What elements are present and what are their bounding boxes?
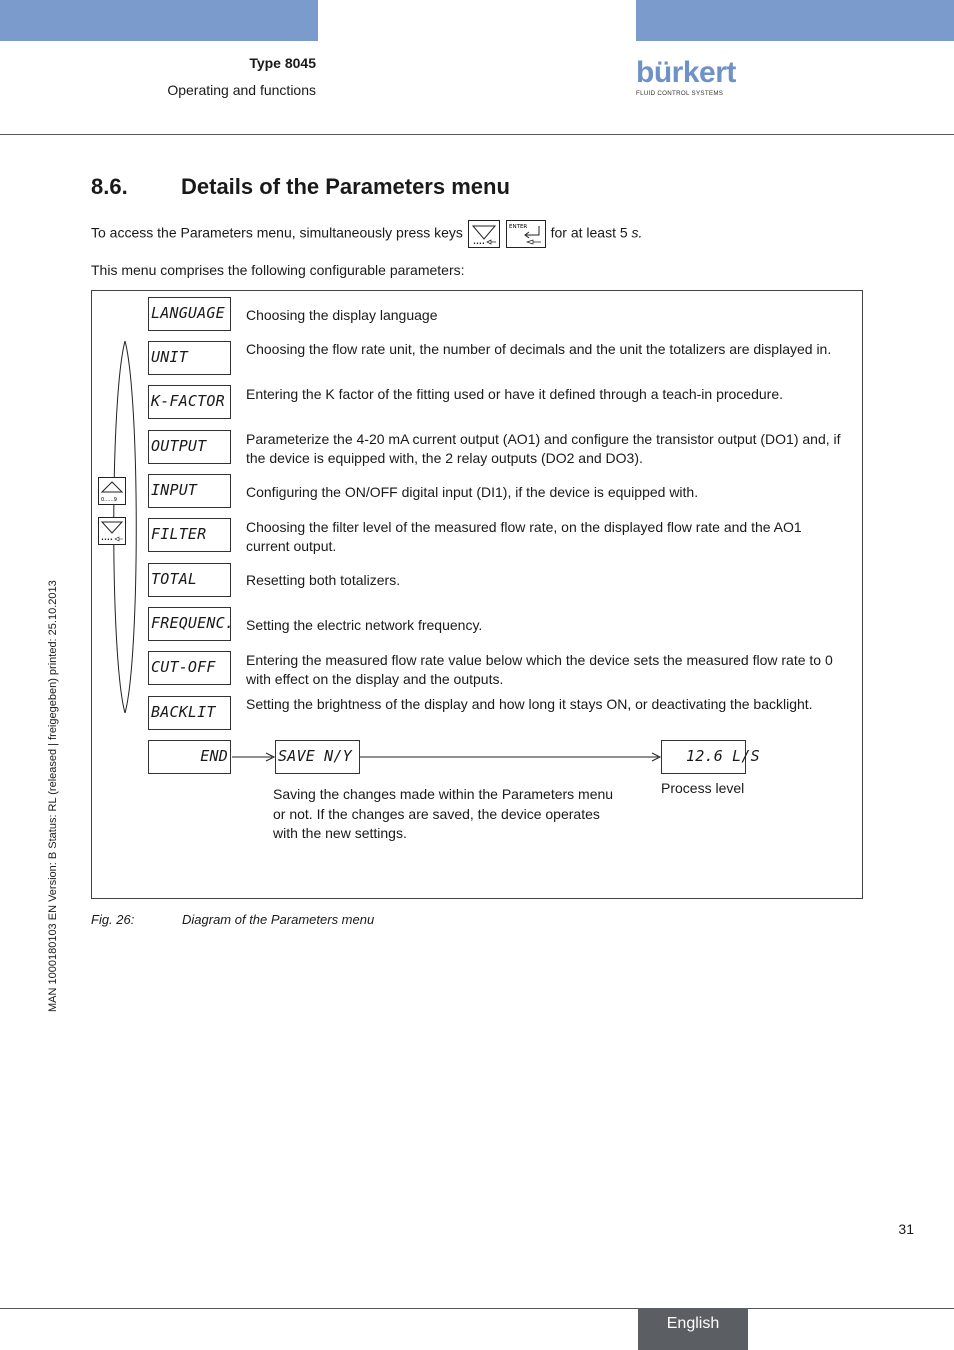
display-unit: UNIT bbox=[148, 341, 231, 375]
intro-line-1 bbox=[91, 220, 642, 248]
display-frequenc: FREQUENC. bbox=[148, 607, 231, 641]
display-end: END bbox=[148, 740, 231, 774]
description-language: Choosing the display language bbox=[246, 307, 438, 323]
intro-unit: s. bbox=[631, 224, 643, 241]
figure-label: Fig. 26: bbox=[91, 912, 135, 927]
section-number: 8.6. bbox=[91, 174, 128, 199]
display-total: TOTAL bbox=[148, 563, 231, 597]
display-save: SAVE N/Y bbox=[275, 740, 360, 774]
description-total: Resetting both totalizers. bbox=[246, 572, 401, 588]
display-process-level: 12.6 L/S bbox=[661, 740, 746, 774]
description-backlit: Setting the brightness of the display and how long it stays ON, or deactivating the backlight. bbox=[246, 696, 813, 712]
logo-tagline: FLUID CONTROL SYSTEMS bbox=[636, 90, 724, 97]
footer-rule bbox=[0, 1308, 954, 1309]
description-cut-off: Entering the measured flow rate value below which the device sets the measured flow rate to 0 with effect on the display and the outputs. bbox=[246, 652, 833, 687]
chapter-name: Operating and functions bbox=[167, 82, 316, 98]
document-type: Type 8045 bbox=[249, 55, 316, 71]
description-frequenc: Setting the electric network frequency. bbox=[246, 617, 483, 633]
intro-text-after: for at least 5 bbox=[550, 224, 628, 241]
process-level-label: Process level bbox=[661, 780, 745, 796]
enter-key-label: ENTER bbox=[508, 224, 527, 230]
section-heading bbox=[91, 174, 510, 200]
enter-key-icon bbox=[506, 220, 546, 248]
svg-text:••••: •••• bbox=[472, 241, 485, 247]
page-number: 31 bbox=[898, 1221, 914, 1237]
display-filter: FILTER bbox=[148, 518, 231, 552]
save-description: Saving the changes made within the Parameters menu or not. If the changes are saved, the device operates with the new settings. bbox=[273, 786, 614, 841]
svg-text:••••: •••• bbox=[101, 537, 113, 543]
display-k-factor: K-FACTOR bbox=[148, 385, 231, 419]
display-output: OUTPUT bbox=[148, 430, 231, 464]
language-tab: English bbox=[638, 1308, 748, 1350]
intro-line-2: This menu comprises the following configurable parameters: bbox=[91, 262, 465, 278]
display-language: LANGUAGE bbox=[148, 297, 231, 331]
display-input: INPUT bbox=[148, 474, 231, 508]
header-rule bbox=[0, 134, 954, 135]
arrow-down-key-icon bbox=[468, 220, 500, 248]
description-unit: Choosing the flow rate unit, the number of decimals and the unit the totalizers are displayed in. bbox=[246, 341, 832, 357]
arrow-down-nav-key-icon bbox=[98, 517, 126, 545]
header-band-right bbox=[636, 0, 954, 41]
description-k-factor: Entering the K factor of the fitting used or have it defined through a teach-in procedure. bbox=[246, 386, 784, 402]
intro-text-before: To access the Parameters menu, simultaneously press keys bbox=[91, 224, 463, 241]
description-filter: Choosing the filter level of the measured flow rate, on the displayed flow rate and the AO1 current output. bbox=[246, 519, 802, 554]
document-metadata-sidebar: MAN 1000180103 EN Version: B Status: RL (released | freigegeben) printed: 25.10.2013 bbox=[47, 580, 59, 1012]
burkert-logo bbox=[636, 58, 736, 97]
arrow-up-key-icon bbox=[98, 477, 126, 505]
up-key-label: 0......9 bbox=[101, 497, 117, 503]
header-band-left bbox=[0, 0, 318, 41]
display-cut-off: CUT-OFF bbox=[148, 651, 231, 685]
figure-title: Diagram of the Parameters menu bbox=[182, 912, 375, 927]
description-output: Parameterize the 4-20 mA current output (AO1) and configure the transistor output (DO1) and, if the device is equipped with, the 2 relay outputs (DO2 and DO3). bbox=[246, 431, 841, 466]
description-input: Configuring the ON/OFF digital input (DI1), if the device is equipped with. bbox=[246, 484, 699, 500]
section-title: Details of the Parameters menu bbox=[181, 174, 510, 199]
logo-wordmark: bürkert bbox=[636, 56, 736, 89]
figure-caption bbox=[91, 912, 374, 927]
display-backlit: BACKLIT bbox=[148, 696, 231, 730]
